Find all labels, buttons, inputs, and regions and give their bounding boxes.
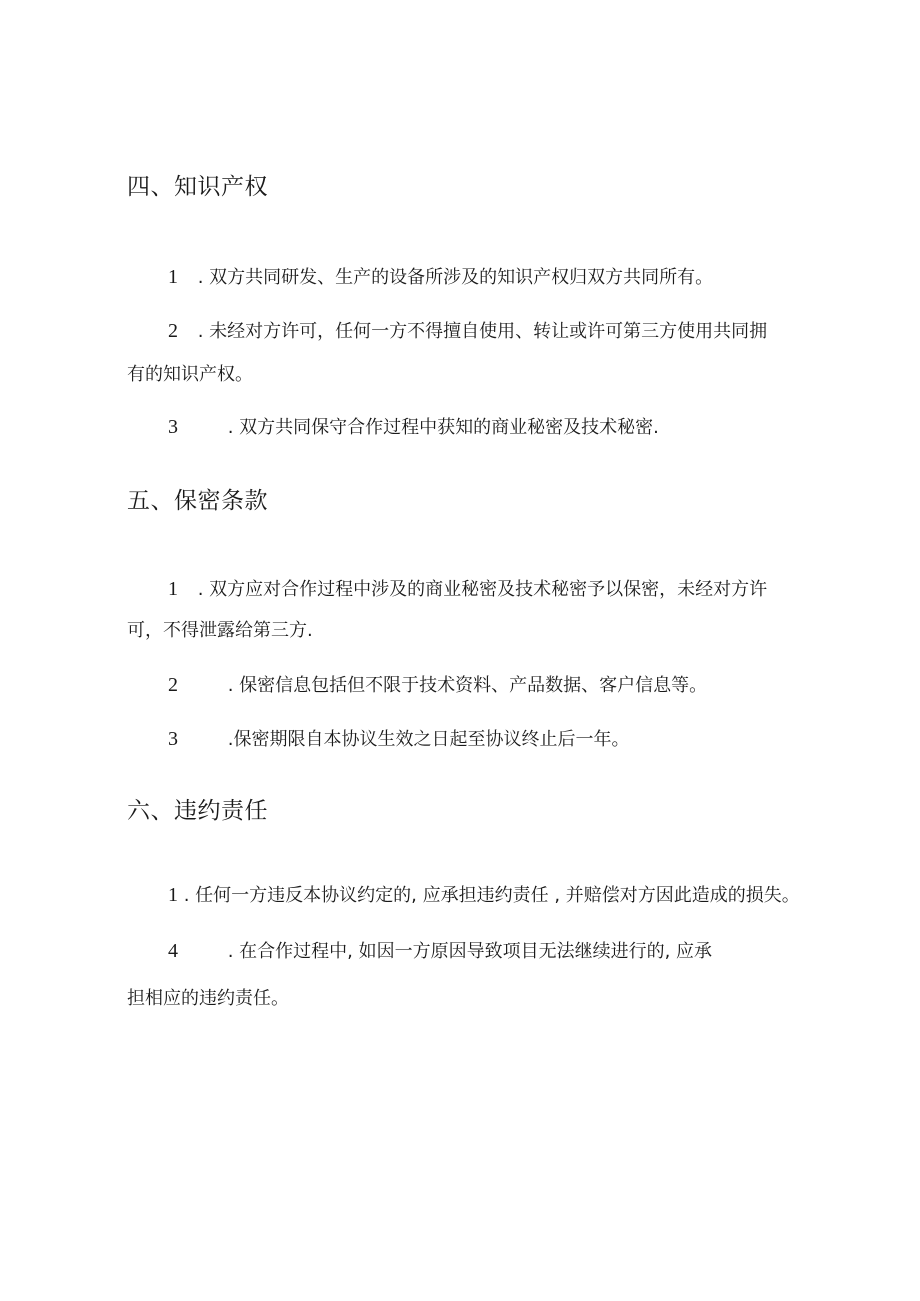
item-text: . 在合作过程中, 如因一方原因导致项目无法继续进行的, 应承	[227, 941, 713, 962]
section-heading-confidentiality: 五、保密条款	[127, 488, 268, 514]
list-item	[168, 882, 800, 909]
item-text-continuation: 有的知识产权。	[127, 364, 253, 385]
list-item	[168, 318, 767, 345]
item-number: 1	[168, 578, 178, 600]
list-item	[168, 264, 713, 291]
item-number: 3	[168, 728, 178, 750]
item-number: 2	[168, 674, 178, 696]
list-item	[168, 576, 767, 603]
item-text: . 未经对方许可，任何一方不得擅自使用、转让或许可第三方使用共同拥	[197, 321, 768, 342]
item-number: 1	[168, 884, 178, 906]
item-text: . 任何一方违反本协议约定的, 应承担违约责任 , 并赔偿对方因此造成的损失。	[183, 885, 800, 906]
item-text-continuation: 可，不得泄露给第三方.	[127, 620, 313, 641]
section-heading-intellectual-property: 四、知识产权	[127, 174, 268, 200]
item-number: 1	[168, 266, 178, 288]
item-number: 2	[168, 320, 178, 342]
list-item	[168, 672, 707, 699]
item-text: . 保密信息包括但不限于技术资料、产品数据、客户信息等。	[227, 675, 708, 696]
list-item	[168, 726, 629, 753]
item-text-continuation: 担相应的违约责任。	[127, 988, 289, 1009]
list-item	[168, 938, 712, 965]
item-text: . 双方共同保守合作过程中获知的商业秘密及技术秘密.	[227, 417, 659, 438]
item-number: 4	[168, 940, 178, 962]
item-text: .保密期限自本协议生效之日起至协议终止后一年。	[227, 729, 630, 750]
item-text: . 双方应对合作过程中涉及的商业秘密及技术秘密予以保密，未经对方许	[197, 579, 768, 600]
list-item	[168, 414, 659, 441]
section-heading-liability: 六、违约责任	[127, 798, 268, 824]
item-text: . 双方共同研发、生产的设备所涉及的知识产权归双方共同所有。	[197, 267, 714, 288]
item-number: 3	[168, 416, 178, 438]
